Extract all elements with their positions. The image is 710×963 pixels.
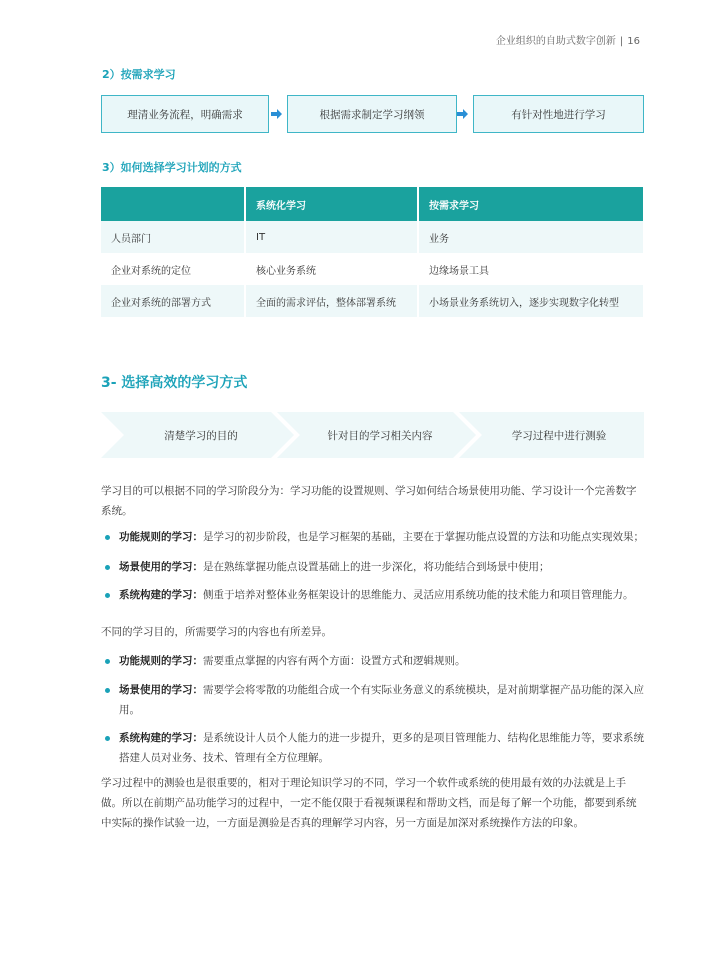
table-cell: 小场景业务系统切入，逐步实现数字化转型	[418, 285, 643, 317]
comparison-table	[101, 187, 643, 317]
list-item	[101, 557, 645, 577]
bullet-term: 功能规则的学习：	[119, 655, 203, 667]
table-cell: 全面的需求评估，整体部署系统	[245, 285, 418, 317]
bullet-text: 是在熟练掌握功能点设置基础上的进一步深化，将功能结合到场景中使用；	[203, 561, 550, 573]
table-cell: 人员部门	[101, 221, 245, 253]
bullet-dot-icon	[105, 688, 110, 693]
bullet-dot-icon	[105, 565, 110, 570]
bullet-dot-icon	[105, 535, 110, 540]
table-row	[101, 221, 643, 253]
bullet-dot-icon	[105, 593, 110, 598]
section-title: 3- 选择高效的学习方式	[101, 375, 248, 391]
chevron-step: 针对目的学习相关内容	[327, 429, 433, 442]
page-number: 16	[627, 36, 640, 47]
doc-title: 企业组织的自助式数字创新	[495, 36, 616, 47]
learning-steps-chevrons	[101, 412, 644, 458]
subheading-by-demand: 2）按需求学习	[102, 68, 176, 81]
table-row	[101, 253, 643, 285]
demand-flow	[101, 95, 644, 135]
bullet-text: 需要重点掌握的内容有两个方面：设置方式和逻辑规则。	[203, 655, 466, 667]
bullet-dot-icon	[105, 659, 110, 664]
table-row	[101, 285, 643, 317]
list-item	[101, 651, 645, 671]
bullet-term: 系统构建的学习：	[119, 732, 203, 744]
table-header-row	[101, 187, 643, 221]
subheading-choose-plan: 3）如何选择学习计划的方式	[102, 161, 242, 174]
table-cell: IT	[245, 221, 418, 253]
table-cell: 企业对系统的定位	[101, 253, 245, 285]
page-header	[496, 32, 640, 47]
list-item	[101, 680, 645, 720]
flow-step: 根据需求制定学习纲领	[287, 95, 457, 133]
bullet-text: 侧重于培养对整体业务框架设计的思维能力、灵活应用系统功能的技术能力和项目管理能力。	[203, 589, 634, 601]
closing-paragraph: 学习过程中的测验也是很重要的，相对于理论知识学习的不同，学习一个软件或系统的使用最有效的办法就是上手做。所以在前期产品功能学习的过程中，一定不能仅限于看视频课程和帮助文档，而是每了解一个功能，都要到系统中实际的操作试验一边，一方面是测验是否真的理解学习内容，另一方面是加深对系统操作方法的印象。	[101, 777, 637, 829]
bullet-term: 功能规则的学习：	[119, 531, 203, 543]
header-separator: |	[619, 36, 624, 47]
table-header-cell	[101, 187, 245, 221]
bullet-term: 场景使用的学习：	[119, 684, 203, 696]
list-item	[101, 728, 645, 768]
table-header-cell: 按需求学习	[418, 187, 643, 221]
table-cell: 业务	[418, 221, 643, 253]
table-header-cell: 系统化学习	[245, 187, 418, 221]
bullet-text: 是系统设计人员个人能力的进一步提升，更多的是项目管理能力、结构化思维能力等，要求系统搭建人员对业务、技术、管理有全方位理解。	[119, 732, 644, 764]
table-cell: 核心业务系统	[245, 253, 418, 285]
flow-step: 有针对性地进行学习	[473, 95, 644, 133]
intro-paragraph: 学习目的可以根据不同的学习阶段分为：学习功能的设置规则、学习如何结合场景使用功能、学习设计一个完善数字系统。	[101, 485, 637, 517]
flow-step: 理清业务流程，明确需求	[101, 95, 269, 133]
arrow-right-icon	[271, 108, 283, 120]
bullet-dot-icon	[105, 736, 110, 741]
chevron-step: 学习过程中进行测验	[511, 429, 607, 442]
table-cell: 边缘场景工具	[418, 253, 643, 285]
bullet-text: 是学习的初步阶段，也是学习框架的基础，主要在于掌握功能点设置的方法和功能点实现效果；	[203, 531, 644, 543]
content-intro-paragraph: 不同的学习目的，所需要学习的内容也有所差异。	[101, 626, 332, 638]
bullet-term: 场景使用的学习：	[119, 561, 203, 573]
list-item	[101, 585, 645, 605]
bullet-text: 需要学会将零散的功能组合成一个有实际业务意义的系统模块，是对前期掌握产品功能的深入应用。	[119, 684, 644, 716]
bullet-term: 系统构建的学习：	[119, 589, 203, 601]
chevron-step: 清楚学习的目的	[164, 429, 238, 442]
table-cell: 企业对系统的部署方式	[101, 285, 245, 317]
list-item	[101, 527, 645, 547]
arrow-right-icon	[457, 108, 469, 120]
